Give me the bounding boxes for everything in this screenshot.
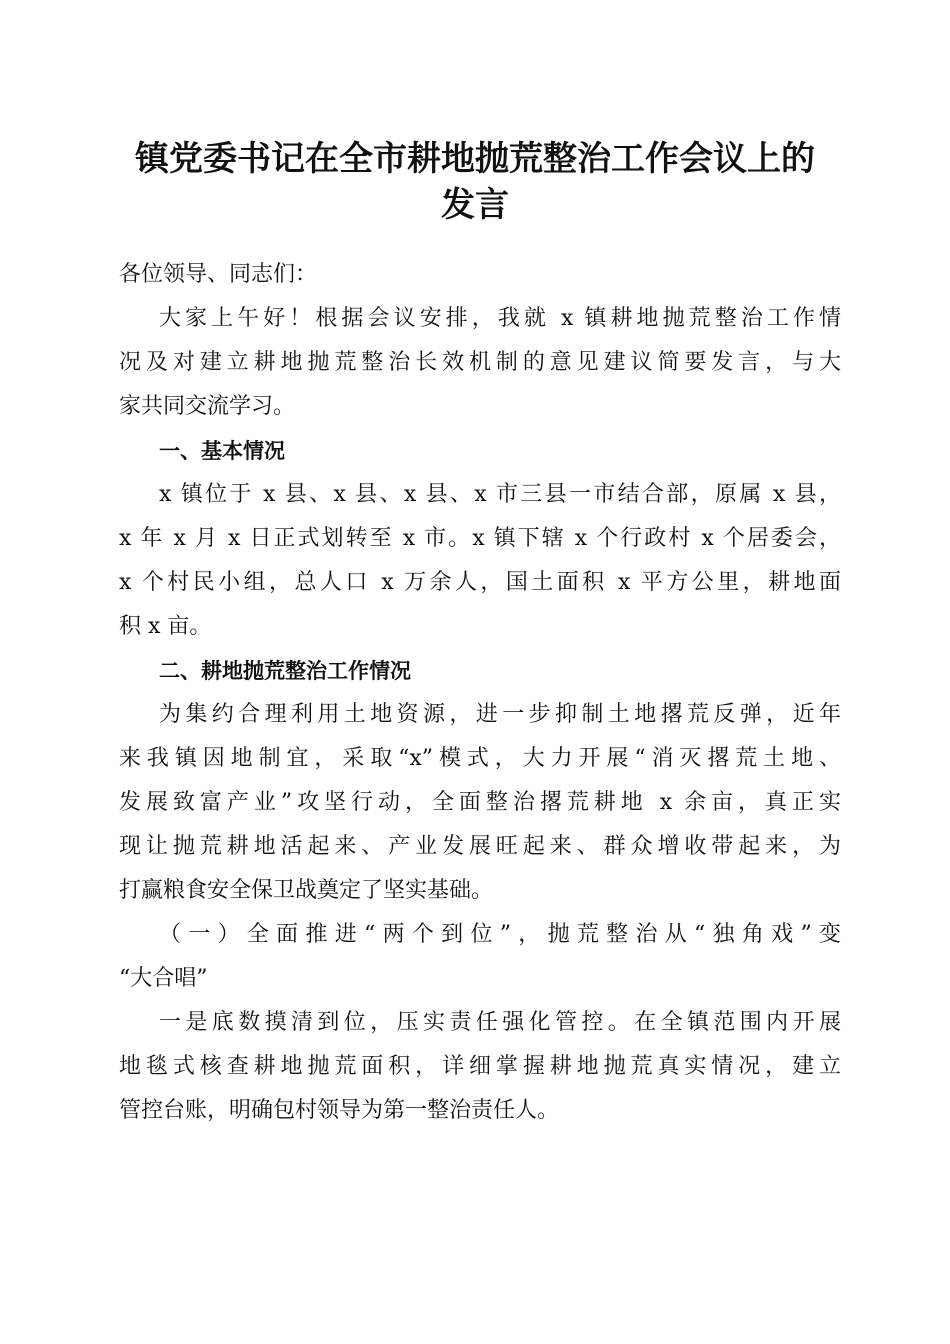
text-line: 一是底数摸清到位，压实责任强化管控。在全镇范围内开展	[159, 1010, 841, 1035]
section-heading-2	[119, 649, 841, 693]
text-line: 管控台账，明确包村领导为第一整治责任人。	[119, 1098, 560, 1123]
text-line: 况及对建立耕地抛荒整治长效机制的意见建议简要发言，与大	[119, 350, 841, 375]
document-body	[119, 253, 841, 1133]
document-title	[100, 136, 850, 228]
heading-line: 二、耕地抛荒整治工作情况	[159, 659, 411, 683]
text-line: 家共同交流学习。	[119, 394, 296, 419]
text-line: 来我镇因地制宜，采取“x”模式，大力开展“消灭撂荒土地、	[119, 746, 841, 771]
point1-paragraph	[119, 1001, 841, 1133]
intro-paragraph	[119, 297, 841, 429]
text-line: 现让抛荒耕地活起来、产业发展旺起来、群众增收带起来，为	[119, 834, 841, 859]
text-line: 为集约合理利用土地资源，进一步抑制土地撂荒反弹，近年	[159, 702, 841, 727]
title-line: 镇党委书记在全市耕地抛荒整治工作会议上的	[135, 139, 815, 179]
text-line: 发展致富产业”攻坚行动，全面整治撂荒耕地 x 余亩，真正实	[119, 790, 841, 815]
text-line: 打赢粮食安全保卫战奠定了坚实基础。	[119, 878, 494, 903]
text-line: 各位领导、同志们：	[119, 262, 318, 287]
heading-line: 一、基本情况	[159, 439, 285, 463]
text-line: x 镇位于 x 县、x 县、x 县、x 市三县一市结合部，原属 x 县，	[159, 482, 841, 507]
text-line: （一）全面推进“两个到位”，抛荒整治从“独角戏”变	[159, 922, 841, 947]
salutation	[119, 253, 841, 297]
title-line: 发言	[441, 185, 509, 225]
section-heading-1	[119, 429, 841, 473]
text-line: 地毯式核查耕地抛荒面积，详细掌握耕地抛荒真实情况，建立	[119, 1054, 841, 1079]
text-line: x 个村民小组，总人口 x 万余人，国土面积 x 平方公里，耕地面	[119, 570, 841, 595]
subsection-heading-1	[119, 913, 841, 1001]
text-line: “大合唱”	[119, 966, 208, 991]
text-line: 积 x 亩。	[119, 614, 212, 639]
section2-paragraph	[119, 693, 841, 913]
text-line: 大家上午好！根据会议安排，我就 x 镇耕地抛荒整治工作情	[159, 306, 841, 331]
section1-paragraph	[119, 473, 841, 649]
text-line: x 年 x 月 x 日正式划转至 x 市。x 镇下辖 x 个行政村 x 个居委会，	[119, 526, 841, 551]
